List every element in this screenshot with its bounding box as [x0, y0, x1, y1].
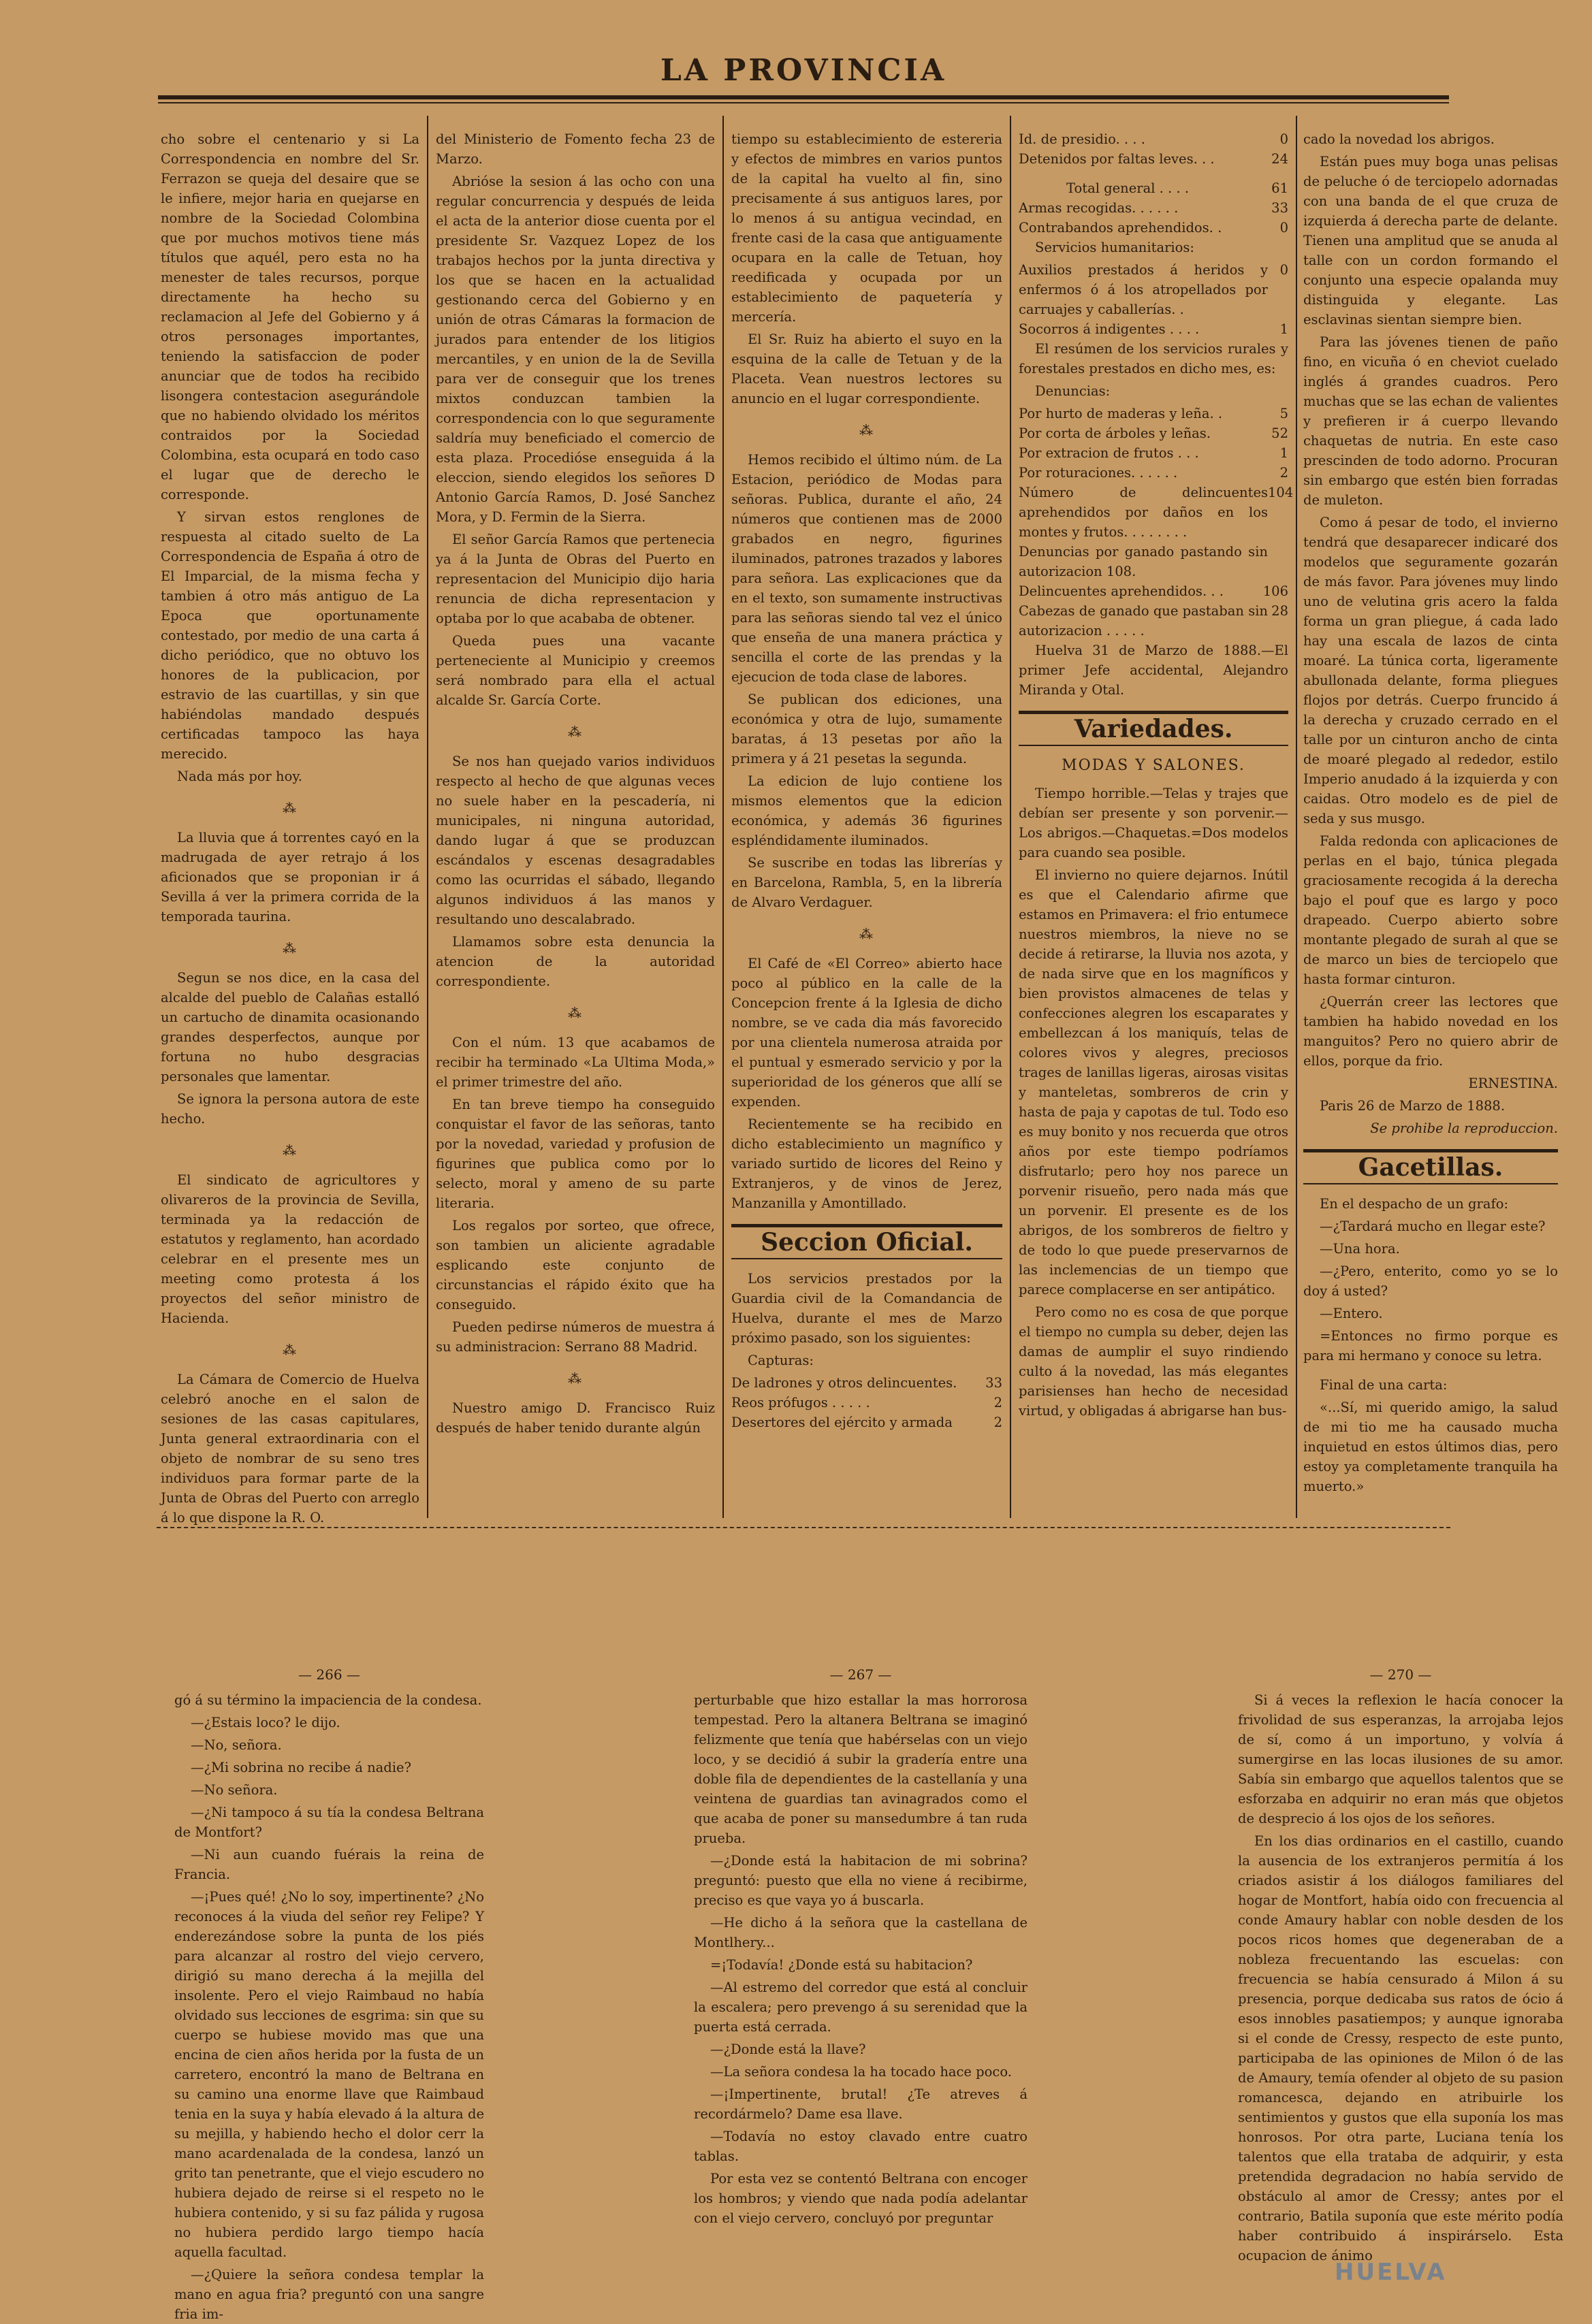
article-column-5 — [1303, 129, 1558, 1518]
list-heading: Denuncias: — [1035, 383, 1111, 399]
column-separator — [1296, 116, 1297, 1518]
article-paragraph: Llamamos sobre esta denuncia la atencion de la autoridad correspondiente. — [436, 934, 715, 989]
folio-number: — 270 — — [1369, 1666, 1432, 1683]
serial-paragraph: —¿Ni tampoco á su tía la condesa Beltrana de Montfort? — [174, 1805, 484, 1840]
article-paragraph: Abrióse la sesion á las ocho con una regular concurrencia y después de leida el acta de la anterior diose cuenta por el presidente Sr. Vazquez Lopez de los trabajos hechos por la junta directiva y los que se hacen en la actualidad gestionando cerca del Gobierno y en unión de otras Cámaras la formacion de jurados para entender de los litigios mercantiles, y en union de la de Sevilla para ver de conseguir que los trenes mixtos conduzcan tambien la correspondencia con lo que seguramente saldría muy beneficiado el comercio de esta plaza. Procedióse enseguida á la eleccion, siendo elegidos los señores D Antonio García Ramos, D. José Sanchez Mora, y D. Fermin de la Sierra. — [436, 174, 715, 525]
serial-paragraph: —¿Donde está la habitacion de mi sobrina? preguntó: puesto que ella no viene á recibirme, preciso es que vaya yo á buscarla. — [694, 1853, 1028, 1908]
article-paragraph: cado la novedad los abrigos. — [1303, 131, 1495, 147]
serial-paragraph: —Todavía no estoy clavado entre cuatro tablas. — [694, 2129, 1028, 2164]
folletin-column-2 — [694, 1665, 1028, 2278]
serial-paragraph: Por esta vez se contentó Beltrana con encoger los hombros; y viendo que nada podía adelantar con el viejo cervero, concluyó por preguntar — [694, 2171, 1028, 2226]
serial-paragraph: —¡Pues qué! ¿No lo soy, impertinente? ¿No reconoces á la viuda del señor rey Felipe? Y enderezándose sobre la punta de los piés para alcanzar al rostro del viejo cervero, dirigió su mano derecha á la mejilla del insolente. Pero el viejo Raimbaud no había olvidado sus lecciones de esgrima: sin que su cuerpo se hubiese movido mas que una encina de cien años herida por la fusta de un carretero, encontró la mano de Beltrana en su camino una enorme llave que Raimbaud tenia en la suya y había elevado á la altura de su mejilla, y habiendo hecho el dolor cerr la mano acardenalada de la condesa, lanzó un grito tan penetrante, que el viejo escudero no hubiera dejado de reirse si el respeto no le hubiera contenido, y si su faz pálida y rugosa no hubiera perdido largo tiempo hacía aquella facultad. — [174, 1889, 484, 2260]
stat-row: Socorros á indigentes . . . . 1 — [1019, 321, 1288, 337]
article-paragraph: Recientemente se ha recibido en dicho establecimiento un magnífico y variado surtido de licores del Reino y Extranjeros, y de vinos de Jerez, Manzanilla y Amontillado. — [731, 1116, 1002, 1211]
serial-paragraph: —He dicho á la señora que la castellana de Montlhery... — [694, 1915, 1028, 1950]
variedades-subheading: MODAS Y SALONES. — [1062, 757, 1245, 774]
article-paragraph: Como á pesar de todo, el invierno tendrá que desaparecer indicaré dos modelos que seguramente gozarán de más favor. Para jóvenes muy lindo uno de velutina gris acero la falda forma un gran pliegue, á cada lado hay una escala de lazos de cinta moaré. La túnica corta, ligeramente abullonada delante, forma pliegues flojos por detrás. Cuerpo fruncido á la derecha y cruzado cerrado en el talle por un cinturon ancho de cinta de moaré plegado al rededor, estilo Imperio anudado á la izquierda y con caidas. Otro modelo es de piel de seda y sus musgo. — [1303, 515, 1558, 826]
asterism-divider: ⁂ — [283, 1342, 298, 1358]
article-paragraph: —¿Tardará mucho en llegar este? — [1320, 1219, 1546, 1234]
article-paragraph: Queda pues una vacante perteneciente al Municipio y creemos será nombrado para ella el actual alcalde Sr. García Corte. — [436, 633, 715, 708]
article-paragraph: Tiempo horrible.—Telas y trajes que debían ser presente y son porvenir.—Los abrigos.—Chaquetas.=Dos modelos para cuando sea posible. — [1019, 786, 1288, 860]
article-paragraph: Los regalos por sorteo, que ofrece, son tambien un aliciente agradable esplicando este conjunto de circunstancias el rápido éxito que ha conseguido. — [436, 1218, 715, 1312]
serial-paragraph: perturbable que hizo estallar la mas horrorosa tempestad. Pero la altanera Beltrana se imaginó felizmente que tenía que habérselas con un viejo loco, y se decidió á subir la gradería entre una doble fila de dependientes de la castellanía y una veintena de guardias tan avinagrados como el que acaba de poner su mansedumbre á tan ruda prueba. — [694, 1692, 1028, 1846]
stat-row: Por corta de árboles y leñas. 52 — [1019, 425, 1288, 441]
stat-row: De ladrones y otros delincuentes. 33 — [731, 1375, 1002, 1391]
serial-paragraph: Si á veces la reflexion le hacía conocer la frivolidad de sus esperanzas, la arrojaba lejos de sí, como á un importuno, y volvía á sumergirse en las locas ilusiones de su amor. Sabía sin embargo que aquellos talentos que se esforzaba en adquirir no eran más que objetos de desprecio á los ojos de los señores. — [1238, 1692, 1563, 1826]
stat-row: Por hurto de maderas y leña. . 5 — [1019, 406, 1288, 421]
serial-paragraph: —¡Impertinente, brutal! ¿Te atreves á recordármelo? Dame esa llave. — [694, 2086, 1028, 2122]
folio-number: — 266 — — [298, 1666, 360, 1683]
article-paragraph: «...Sí, mi querido amigo, la salud de mi tio me ha causado mucha inquietud en estos últimos dias, pero estoy ya completamente tranquila ha muerto.» — [1303, 1400, 1558, 1494]
article-paragraph: Para las jóvenes tienen de paño fino, en vicuña ó en cheviot cuelado inglés á grandes cuadros. Pero muchas que se las echan de valientes y prefieren ir á cuerpo llevando chaquetas de nutria. En este caso prescinden de todo adorno. Procuran sin embargo que estén bien forradas de muleton. — [1303, 334, 1558, 508]
stat-row: Total general . . . . 61 — [1066, 180, 1288, 196]
stat-row: Id. de presidio. . . . 0 — [1019, 131, 1288, 147]
masthead-rule-thin — [158, 102, 1449, 103]
stat-row: Auxilios prestados á heridos y enfermos ó á los atropellados por carruajes y caballerías. . 0 — [1019, 262, 1288, 317]
article-paragraph: En el despacho de un grafo: — [1320, 1196, 1509, 1212]
article-paragraph: Final de una carta: — [1320, 1377, 1448, 1393]
stat-row: Cabezas de ganado que pastaban sin autorizacion . . . . . 28 — [1019, 603, 1288, 639]
asterism-divider: ⁂ — [283, 800, 298, 816]
serial-paragraph: —No señora. — [191, 1782, 278, 1798]
stat-row: Reos prófugos . . . . . 2 — [731, 1395, 1002, 1410]
asterism-divider: ⁂ — [568, 724, 583, 740]
article-paragraph: El sindicato de agricultores y olivareros de la provincia de Sevilla, terminada ya la redacción de estatutos y reglamento, han acordado celebrar en el presente mes un meeting como protesta á los proyectos del señor ministro de Hacienda. — [161, 1172, 419, 1326]
masthead-rule-thick — [158, 95, 1449, 99]
article-column-1 — [161, 129, 419, 1526]
column-separator — [722, 116, 724, 1518]
serial-paragraph: —La señora condesa la ha tocado hace poco. — [710, 2064, 1012, 2080]
article-paragraph: Los servicios prestados por la Guardia civil de la Comandancia de Huelva, durante el mes de Marzo próximo pasado, son los siguientes: — [731, 1271, 1002, 1346]
stat-row: Detenidos por faltas leves. . . 24 — [1019, 151, 1288, 167]
article-paragraph: Falda redonda con aplicaciones de perlas en el bajo, túnica plegada graciosamente recogida á la derecha bajo el pouf que es largo y poco drapeado. Cuerpo abierto sobre montante plegado de surah al que se de marco un bies de terciopelo que hasta formar cinturon. — [1303, 833, 1558, 987]
stat-row: Desertores del ejército y armada 2 — [731, 1415, 1002, 1430]
column-separator — [427, 116, 428, 1518]
stat-row: Denuncias por ganado pastando sin autorizacion 108. — [1019, 544, 1268, 579]
article-paragraph: —Una hora. — [1320, 1241, 1400, 1257]
stat-row: Contrabandos aprehendidos. . 0 — [1019, 220, 1288, 236]
article-paragraph: Nuestro amigo D. Francisco Ruiz después de haber tenido durante algún — [436, 1400, 715, 1436]
asterism-divider: ⁂ — [283, 1142, 298, 1159]
article-column-2 — [436, 129, 715, 1518]
serial-paragraph: gó á su término la impaciencia de la condesa. — [174, 1692, 482, 1708]
folio-number: — 267 — — [829, 1666, 892, 1683]
article-paragraph: del Ministerio de Fomento fecha 23 de Marzo. — [436, 131, 715, 167]
list-heading: Capturas: — [748, 1353, 814, 1368]
serial-paragraph: —¿Mi sobrina no recibe á nadie? — [191, 1760, 411, 1775]
article-paragraph: =Entonces no firmo porque es para mi hermano y conoce su letra. — [1303, 1328, 1558, 1363]
article-paragraph: La edicion de lujo contiene los mismos elementos que la edicion económica, y además 36 figurines espléndidamente iluminados. — [731, 773, 1002, 848]
folletin-cut-line — [157, 1527, 1450, 1529]
article-paragraph: En tan breve tiempo ha conseguido conquistar el favor de las señoras, tanto por la novedad, variedad y profusion de figurines que publica como por lo selecto, moral y ameno de su parte literaria. — [436, 1097, 715, 1211]
stat-row: Número de delincuentes aprehendidos por daños en los montes y frutos. . . . . . . . 104 — [1019, 485, 1294, 540]
article-paragraph: Están pues muy boga unas pelisas de peluche ó de terciopelo adornadas con una banda de el que cruza de izquierda á derecha parte de delante. Tienen una amplitud que se anuda al talle con un cordon formando el conjunto una especie opalanda muy distinguida y elegante. Las esclavinas sientan siempre bien. — [1303, 154, 1558, 327]
article-paragraph: Se ignora la persona autora de este hecho. — [161, 1091, 419, 1127]
gacetillas-heading: Gacetillas. — [1303, 1149, 1558, 1184]
serial-paragraph: =¡Todavía! ¿Donde está su habitacion? — [710, 1957, 973, 1973]
article-paragraph: El resúmen de los servicios rurales y forestales prestados en dicho mes, es: — [1019, 341, 1288, 376]
article-paragraph: Hemos recibido el último núm. de La Estacion, periódico de Modas para señoras. Publica, durante el año, 24 números que contienen mas de 2000 grabados en negro, figurines iluminados, patrones trazados y labores para señora. Las explicaciones que da en el texto, son sumamente instructivas para las señoras siendo tal vez el único que enseña de una manera práctica y sencilla el corte de las prendas y la ejecucion de toda clase de labores. — [731, 452, 1002, 685]
article-paragraph: Se publican dos ediciones, una económica y otra de lujo, sumamente baratas, á 13 pesetas por año la primera y á 21 pesetas la segunda. — [731, 692, 1002, 766]
stat-list — [1019, 129, 1288, 238]
article-paragraph: Huelva 31 de Marzo de 1888.—El primer Jefe accidental, Alejandro Miranda y Otal. — [1019, 643, 1288, 698]
article-paragraph: Se nos han quejado varios individuos respecto al hecho de que algunas veces no suele haber en la pescadería, ni municipales, ni ninguna autoridad, dando lugar á que se produzcan escándalos y escenas desagradables como las ocurridas el sábado, llegando algunos individuos á las manos y resultando uno descalabrado. — [436, 754, 715, 927]
stat-row: Delincuentes aprehendidos. . . 106 — [1019, 583, 1288, 599]
article-paragraph: El señor García Ramos que pertenecia ya á la Junta de Obras del Puerto en representacion del Municipio dijo haria renuncia de dicha representacion y optaba por lo que acababa de obtener. — [436, 532, 715, 626]
library-stamp: HUELVA — [1335, 2259, 1447, 2286]
article-paragraph: —Entero. — [1320, 1306, 1383, 1321]
stat-list — [731, 1373, 1002, 1432]
article-paragraph: Con el núm. 13 que acabamos de recibir ha terminado «La Ultima Moda,» el primer trimestre del año. — [436, 1035, 715, 1090]
article-paragraph: Segun se nos dice, en la casa del alcalde del pueblo de Calañas estalló un cartucho de dinamita ocasionando grandes desperfectos, aunque por fortuna no hubo desgracias personales que lamentar. — [161, 970, 419, 1084]
article-paragraph: cho sobre el centenario y si La Correspondencia en nombre del Sr. Ferrazon se queja del desaire que se le infiere, mejor haria en quejarse en nombre de la Sociedad Colombina que por muchos motivos tiene más títulos que aquél, pero esta no ha menester de tales recursos, porque directamente ha hecho su reclamacion al Jefe del Gobierno y á otros personages importantes, teniendo la satisfaccion de poder anunciar que de todos ha recibido lisongera contestacion asegurándole que no habiendo olvidado los méritos contraidos por la Sociedad Colombina, esta ocupará en todo caso el lugar que de derecho le corresponde. — [161, 131, 419, 502]
asterism-divider: ⁂ — [568, 1370, 583, 1387]
copyright-notice: Se prohibe la reproduccion. — [1370, 1120, 1558, 1136]
article-paragraph: La lluvia que á torrentes cayó en la madrugada de ayer retrajo á los aficionados que se proponian ir á Sevilla á ver la primera corrida de la temporada taurina. — [161, 830, 419, 924]
article-paragraph: Se suscribe en todas las librerías y en Barcelona, Rambla, 5, en la librería de Alvaro Verdaguer. — [731, 855, 1002, 910]
serial-paragraph: —¿Donde está la llave? — [710, 2041, 866, 2057]
masthead-title: LA PROVINCIA — [660, 53, 947, 88]
article-paragraph: Pero como no es cosa de que porque el tiempo no cumpla su deber, dejen las damas de aumplir el suyo rindiendo culto á la novedad, las más elegantes parisienses han hecho de necesidad virtud, y obligadas á abrigarse han bus- — [1019, 1304, 1288, 1419]
serial-paragraph: —¿Quiere la señora condesa templar la mano en agua fria? preguntó con una sangre fria im- — [174, 2267, 484, 2322]
asterism-divider: ⁂ — [859, 926, 874, 942]
article-paragraph: Pueden pedirse números de muestra á su administracion: Serrano 88 Madrid. — [436, 1319, 715, 1355]
dateline: Paris 26 de Marzo de 1888. — [1320, 1098, 1506, 1114]
article-column-4 — [1019, 129, 1294, 1518]
article-paragraph: ¿Querrán creer las lectores que tambien ha habido novedad en los manguitos? Pero no quiero abrir de ellos, porque da frio. — [1303, 994, 1558, 1069]
serial-paragraph: —¿Estais loco? le dijo. — [191, 1715, 340, 1730]
serial-paragraph: —Ni aun cuando fuérais la reina de Francia. — [174, 1847, 484, 1882]
article-paragraph: El Sr. Ruiz ha abierto el suyo en la esquina de la calle de Tetuan y de la Placeta. Vean nuestros lectores su anuncio en el lugar correspondiente. — [731, 332, 1002, 406]
stat-row: Por roturaciones. . . . . . 2 — [1019, 465, 1288, 481]
article-paragraph: tiempo su establecimiento de estereria y efectos de mimbres en varios puntos de la capital ha vuelto al fin, sino precisamente á sus antiguos lares, por lo menos á su antigua vecindad, en frente casi de la casa que antiguamente ocupara en la calle de Tetuan, hoy reedificada y ocupada por un establecimiento de paquetería y mercería. — [731, 131, 1002, 325]
article-paragraph: Y sirvan estos renglones de respuesta al citado suelto de La Correspondencia de España á otro de El Imparcial, de la misma fecha y tambien á otro más antiguo de La Epoca que oportunamente contestado, por medio de una carta á dicho periódico, que no obtuvo los honores de la publicacion, por estravio de las cuartillas, y sin que habiéndolas mandado después certificadas tampoco las haya merecido. — [161, 509, 419, 762]
article-paragraph: Nada más por hoy. — [177, 769, 302, 784]
serial-paragraph: —Al estremo del corredor que está al concluir la escalera; pero prevengo á su serenidad que la puerta está cerrada. — [694, 1980, 1028, 2035]
article-paragraph: —¿Pero, enterito, como yo se lo doy á usted? — [1303, 1263, 1558, 1299]
folletin-column-3 — [1238, 1665, 1563, 2278]
asterism-divider: ⁂ — [283, 940, 298, 956]
article-paragraph: El invierno no quiere dejarnos. Inútil es que el Calendario afirme que estamos en Primavera: el frio entumece nuestros miembros, la nieve no se decide á retirarse, la lluvia nos azota, y de nada sirve que en los magníficos y bien provistos almacenes de telas y confecciones alegren los escaparates y embellezcan á los maniquís, telas de colores vivos y alegres, preciosos trages de lanillas ligeras, airosas visitas y manteletas, sombreros de crin y hasta de paja y capotas de tul. Todo eso es muy bonito y nos recuerda que otros años por este tiempo podríamos disfrutarlo; pero hoy nos parece un porvenir risueño, pero nada más que un porvenir. El presente es de los abrigos, de los sombreros de fieltro y de todo lo que puede preservarnos de las inclemencias de un tiempo que parece complacerse en ser antipático. — [1019, 867, 1288, 1297]
stat-row: Armas recogidas. . . . . . 33 — [1019, 200, 1288, 216]
stat-row: Por extracion de frutos . . . 1 — [1019, 445, 1288, 461]
article-paragraph: La Cámara de Comercio de Huelva celebró anoche en el salon de sesiones de las casas capitulares, Junta general extraordinaria con el objeto de nombrar de su seno tres individuos para formar parte de la Junta de Obras del Puerto con arreglo á lo que dispone la R. O. — [161, 1372, 419, 1526]
column-separator — [1010, 116, 1011, 1518]
asterism-divider: ⁂ — [859, 422, 874, 438]
article-paragraph: El Café de «El Correo» abierto hace poco al público en la calle de la Concepcion frente á la Iglesia de dicho nombre, se ve cada dia más favorecido por una clientela numerosa atraida por el puntual y esmerado servicio y por la superioridad de los géneros que allí se expenden. — [731, 956, 1002, 1110]
asterism-divider: ⁂ — [568, 1005, 583, 1021]
serial-paragraph: En los dias ordinarios en el castillo, cuando la ausencia de los extranjeros permitía á los criados asistir á los diálogos familiares del hogar de Montfort, había oido con frecuencia al conde Amaury hablar con noble desden de los pocos ricos homes que degeneraban de a nobleza frecuentando las escuelas: con frecuencia se había censurado á Milon á su presencia, porque dedicaba sus ratos de ócio á esos innobles pasatiempos; y aunque ignoraba si el conde de Cressy, respecto de este punto, participaba de las opiniones de Milon ó de las de Amaury, temía ofender al objeto de su pasion romancesca, dejando en atribuirle los sentimientos y gustos que ella suponía los mas honrosos. Por otra parte, Luciana tenía los talentos que ella trataba de adquirir, y esta pretendida degradacion no había servido de obstáculo al amor de Cressy; antes por el contrario, Batila suponía que este mérito podía haber contribuido á inspirárselo. Esta ocupacion de ánimo — [1238, 1833, 1563, 2263]
variedades-heading: Variedades. — [1019, 711, 1288, 746]
author-signature: ERNESTINA. — [1468, 1076, 1558, 1091]
folletin-column-1 — [174, 1665, 484, 2322]
article-column-3 — [731, 129, 1002, 1518]
serial-paragraph: —No, señora. — [191, 1737, 282, 1753]
seccion-oficial-heading: Seccion Oficial. — [731, 1224, 1002, 1259]
list-heading: Servicios humanitarios: — [1035, 240, 1194, 255]
